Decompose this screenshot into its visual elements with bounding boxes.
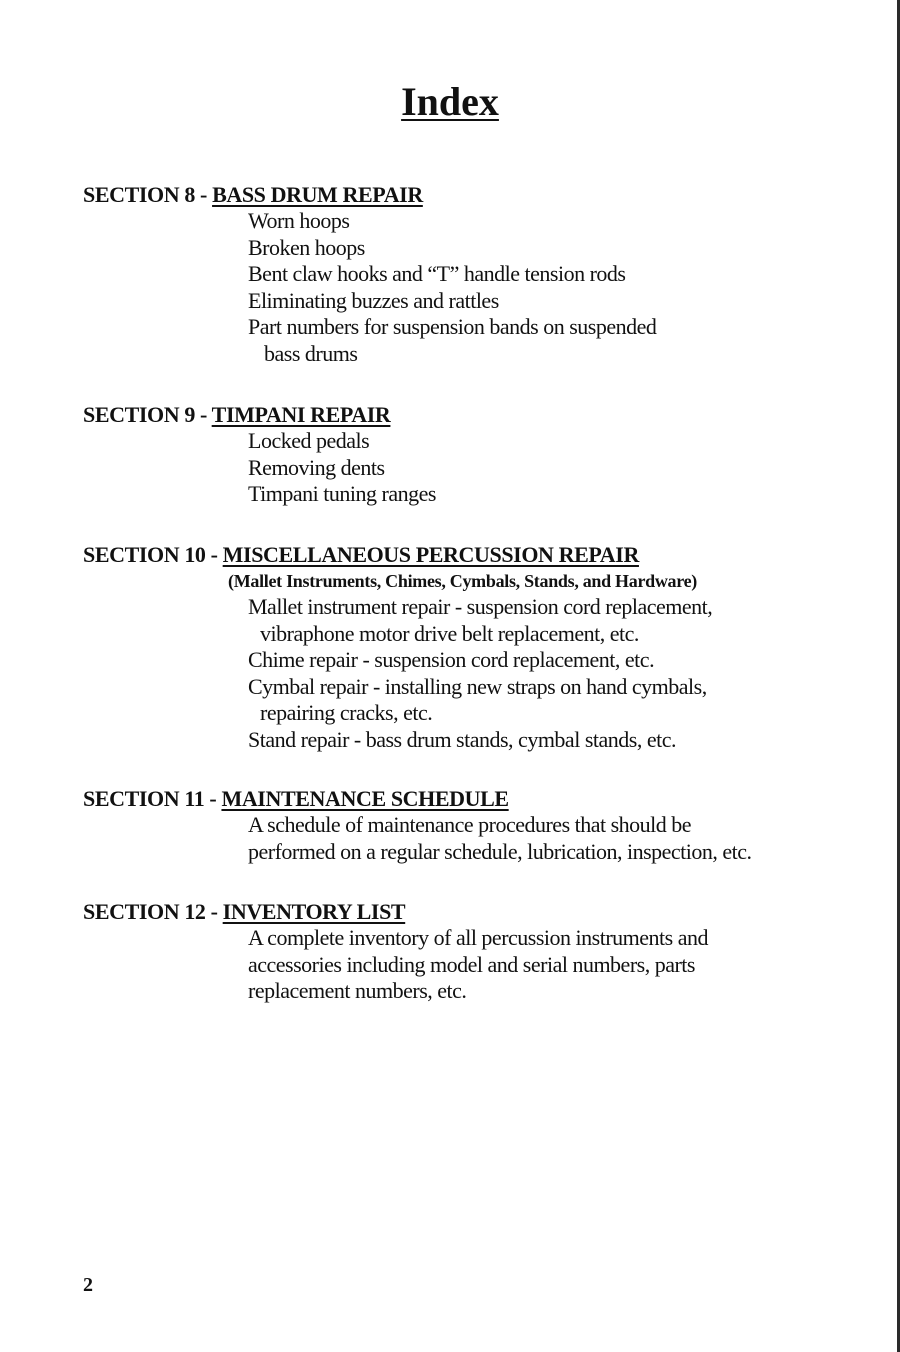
section-prefix: SECTION 11 - [83, 786, 222, 811]
section-prefix: SECTION 9 - [83, 402, 212, 427]
section-heading [83, 542, 863, 568]
list-item: Removing dents [248, 454, 385, 480]
list-item: performed on a regular schedule, lubrication, inspection, etc. [248, 838, 752, 864]
list-item: Eliminating buzzes and rattles [248, 287, 499, 313]
section-items [83, 428, 863, 508]
list-item: Broken hoops [248, 234, 365, 260]
list-item: Part numbers for suspension bands on suspended [248, 314, 657, 340]
section-prefix: SECTION 12 - [83, 899, 223, 924]
section-items [83, 594, 863, 754]
section-12 [83, 899, 863, 1005]
section-name: MISCELLANEOUS PERCUSSION REPAIR [222, 542, 639, 567]
list-item: replacement numbers, etc. [248, 978, 467, 1004]
list-item: Chime repair - suspension cord replacement, etc. [248, 647, 655, 673]
section-subtitle: (Mallet Instruments, Chimes, Cymbals, Stands, and Hardware) [228, 571, 697, 591]
section-name: BASS DRUM REPAIR [212, 182, 423, 207]
section-heading [83, 899, 863, 925]
section-9 [83, 402, 863, 508]
list-item-continuation: repairing cracks, etc. [260, 700, 433, 726]
section-name: MAINTENANCE SCHEDULE [221, 786, 509, 811]
section-prefix: SECTION 10 - [83, 542, 223, 567]
section-items [83, 812, 863, 865]
section-10 [83, 542, 863, 754]
section-name: INVENTORY LIST [222, 899, 406, 924]
list-item: Worn hoops [248, 208, 350, 233]
list-item: A schedule of maintenance procedures that should be [248, 812, 692, 837]
list-item: Timpani tuning ranges [248, 481, 436, 507]
page-title: Index [401, 79, 499, 124]
section-name: TIMPANI REPAIR [211, 402, 391, 427]
list-item: Cymbal repair - installing new straps on hand cymbals, [248, 673, 707, 699]
section-8 [83, 182, 863, 368]
list-item: accessories including model and serial numbers, parts [248, 951, 695, 977]
list-item: Stand repair - bass drum stands, cymbal stands, etc. [248, 726, 676, 752]
list-item: Mallet instrument repair - suspension cord replacement, [248, 594, 713, 619]
list-item: A complete inventory of all percussion instruments and [248, 925, 708, 950]
page-number: 2 [83, 1274, 93, 1296]
section-11 [83, 786, 863, 865]
section-items [83, 208, 863, 368]
section-heading [83, 402, 863, 428]
list-item-continuation: bass drums [264, 340, 358, 366]
section-prefix: SECTION 8 - [83, 182, 213, 207]
list-item-continuation: vibraphone motor drive belt replacement, etc. [260, 620, 639, 646]
list-item: Bent claw hooks and “T” handle tension rods [248, 261, 626, 287]
list-item: Locked pedals [248, 428, 370, 453]
section-items [83, 925, 863, 1005]
section-heading [83, 786, 863, 812]
section-heading [83, 182, 863, 208]
